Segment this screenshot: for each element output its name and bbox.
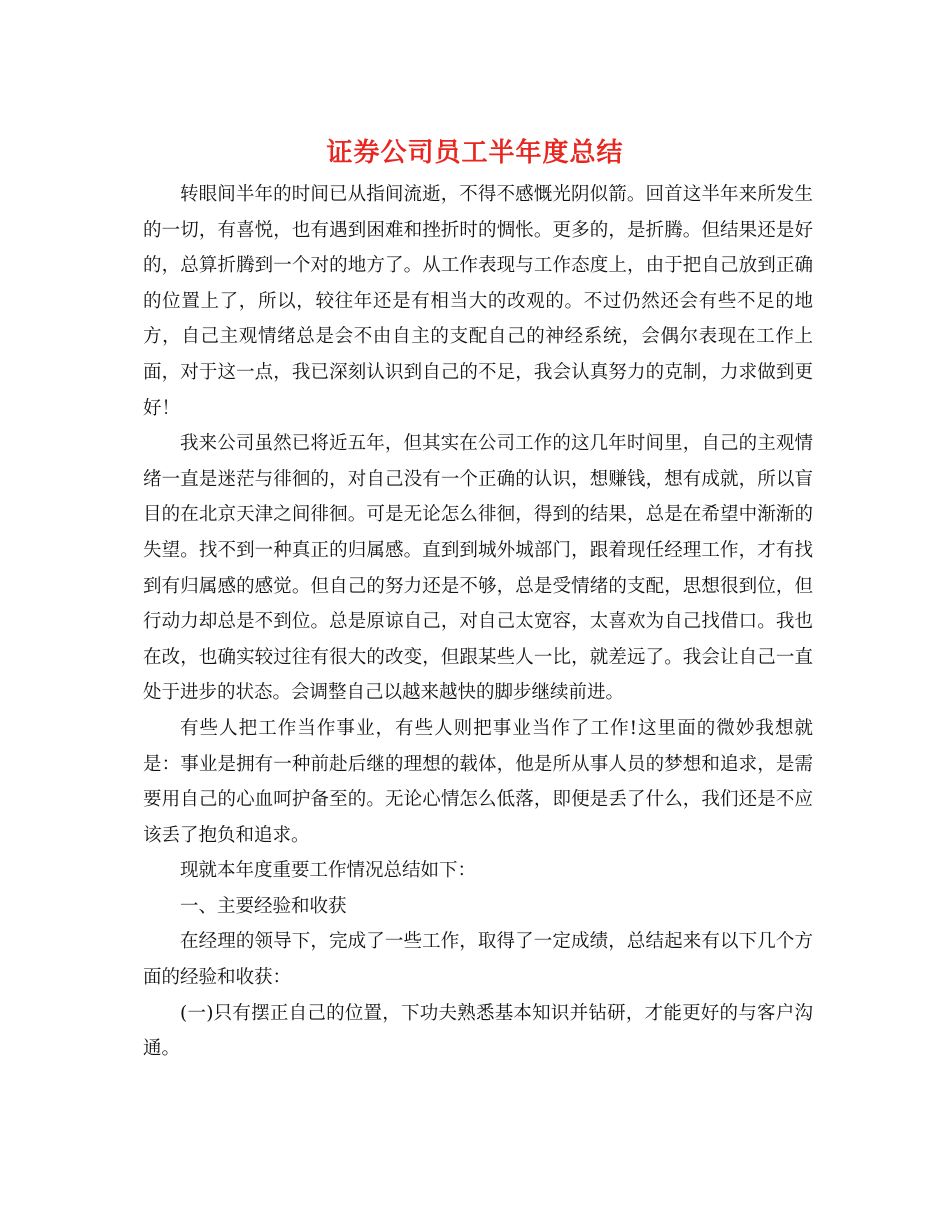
paragraph: 转眼间半年的时间已从指间流逝，不得不感慨光阴似箭。回首这半年来所发生的一切，有喜悦，也有遇到困难和挫折时的惆怅。更多的，是折腾。但结果还是好的，总算折腾到一个对的地方了。从工作表现与工作态度上，由于把自己放到正确的位置上了，所以，较往年还是有相当大的改观的。不过仍然还会有些不足的地方，自己主观情绪总是会不由自主的支配自己的神经系统，会偶尔表现在工作上面，对于这一点，我已深刻认识到自己的不足，我会认真努力的克制，力求做到更好！ xyxy=(143,184,813,419)
document-body xyxy=(143,177,813,1067)
paragraph: 在经理的领导下，完成了一些工作，取得了一定成绩，总结起来有以下几个方面的经验和收获： xyxy=(143,931,813,989)
list-item: (一)只有摆正自己的位置，下功夫熟悉基本知识并钻研，才能更好的与客户沟通。 xyxy=(143,1002,813,1060)
document-title: 证券公司员工半年度总结 xyxy=(326,138,624,168)
section-heading: 一、主要经验和收获 xyxy=(180,895,347,917)
paragraph: 有些人把工作当作事业，有些人则把事业当作了工作!这里面的微妙我想就是：事业是拥有一种前赴后继的理想的载体，他是所从事人员的梦想和追求，是需要用自己的心血呵护备至的。无论心情怎么低落，即便是丢了什么，我们还是不应该丢了抱负和追求。 xyxy=(143,717,813,846)
paragraph: 我来公司虽然已将近五年，但其实在公司工作的这几年时间里，自己的主观情绪一直是迷茫与徘徊的，对自己没有一个正确的认识，想赚钱，想有成就，所以盲目的在北京天津之间徘徊。可是无论怎么徘徊，得到的结果，总是在希望中渐渐的失望。找不到一种真正的归属感。直到到城外城部门，跟着现任经理工作，才有找到有归属感的感觉。但自己的努力还是不够，总是受情绪的支配，思想很到位，但行动力却总是不到位。总是原谅自己，对自己太宽容，太喜欢为自己找借口。我也在改，也确实较过往有很大的改变，但跟某些人一比，就差远了。我会让自己一直处于进步的状态。会调整自己以越来越快的脚步继续前进。 xyxy=(143,433,813,704)
paragraph: 现就本年度重要工作情况总结如下： xyxy=(180,860,477,882)
